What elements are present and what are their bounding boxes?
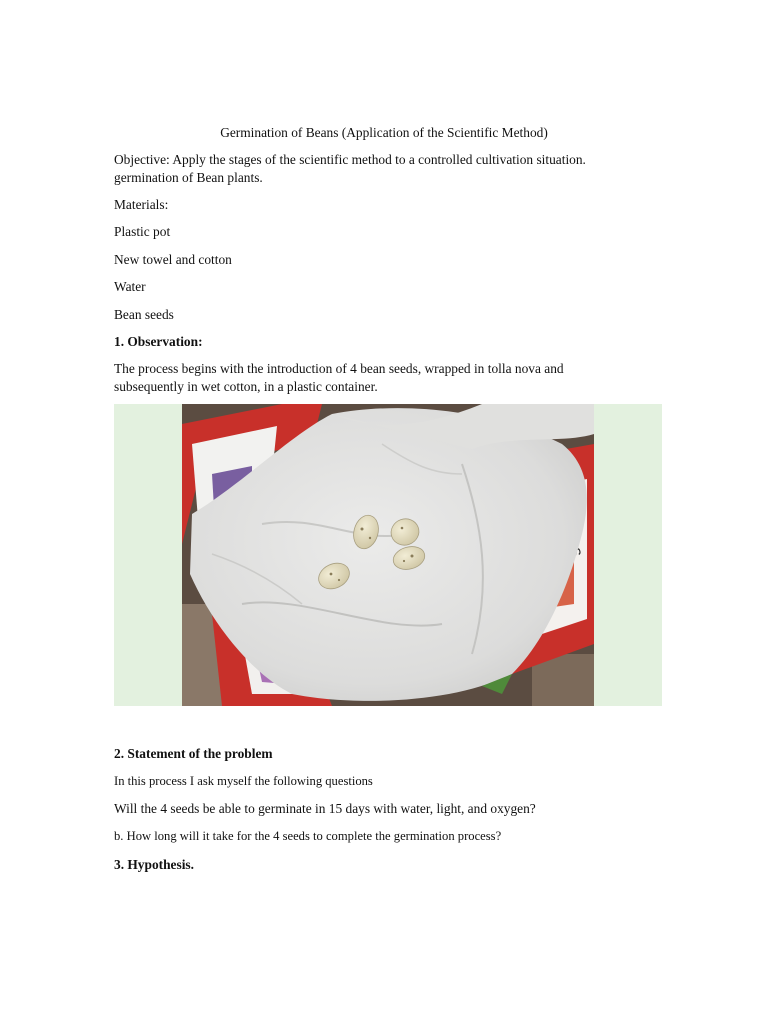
- materials-label: Materials:: [114, 197, 169, 212]
- section-heading-hypothesis: 3. Hypothesis.: [114, 857, 194, 872]
- problem-intro: In this process I ask myself the following questions: [114, 774, 373, 788]
- observation-line-2: subsequently in wet cotton, in a plastic container.: [114, 379, 378, 394]
- figure-frame: [114, 404, 662, 706]
- objective-line-1: Objective: Apply the stages of the scientific method to a controlled cultivation situation.: [114, 152, 586, 167]
- section-heading-observation: 1. Observation:: [114, 334, 203, 349]
- objective-line-2: germination of Bean plants.: [114, 170, 263, 185]
- document-title: Germination of Beans (Application of the Scientific Method): [220, 125, 548, 140]
- material-item: Bean seeds: [114, 307, 174, 322]
- material-item: Water: [114, 279, 146, 294]
- material-item: Plastic pot: [114, 224, 171, 239]
- question-b: b. How long will it take for the 4 seeds to complete the germination process?: [114, 829, 502, 843]
- material-item: New towel and cotton: [114, 252, 232, 267]
- section-heading-problem: 2. Statement of the problem: [114, 746, 273, 761]
- observation-line-1: The process begins with the introduction of 4 bean seeds, wrapped in tolla nova and: [114, 361, 564, 376]
- bean-seeds-on-towel-photo: [182, 404, 594, 706]
- question-a: Will the 4 seeds be able to germinate in 15 days with water, light, and oxygen?: [114, 801, 536, 816]
